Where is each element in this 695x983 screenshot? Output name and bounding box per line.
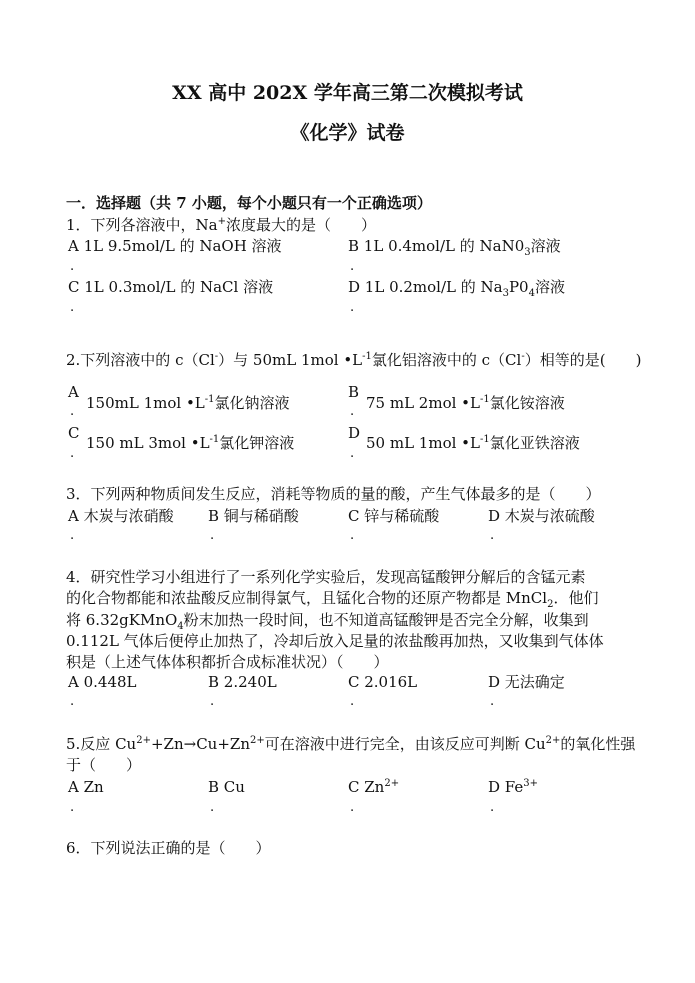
q4-stem-line-3: 将 6.32gKMnO$_4$粉末加热一段时间，也不知道高锰酸钾是否完全分解，收集到	[66, 611, 589, 632]
page-subtitle: 《化学》试卷	[290, 122, 405, 144]
q4-option-c-marker: .	[350, 694, 355, 709]
q4-option-b-marker: .	[210, 694, 215, 709]
q3-option-b[interactable]: B 铜与稀硝酸	[208, 507, 299, 525]
q1-option-c[interactable]: C 1L 0.3mol/L 的 NaCl 溶液	[68, 278, 274, 296]
q3-option-c[interactable]: C 锌与稀硫酸	[348, 507, 440, 525]
q5-option-d-marker: .	[490, 800, 495, 815]
section-heading: 一．选择题（共 7 小题，每个小题只有一个正确选项）	[66, 194, 432, 212]
q1-option-b-marker: .	[350, 259, 355, 274]
q2-option-b[interactable]: 75 mL 2mol $•L^{-1}$氯化铵溶液	[366, 394, 565, 412]
q2-option-c[interactable]: 150 mL 3mol $•L^{-1}$氯化钾溶液	[86, 434, 295, 452]
q4-stem-line-5: 积是（上述气体体积都折合成标准状况）（ ）	[66, 653, 389, 671]
q2-option-c-marker: .	[70, 446, 75, 461]
q3-option-d[interactable]: D 木炭与浓硫酸	[488, 507, 595, 525]
q1-option-d[interactable]: D 1L 0.2mol/L 的 $Na_3P0_4$溶液	[348, 278, 565, 299]
q2-option-b-letter: B	[348, 383, 360, 401]
q5-option-c-marker: .	[350, 800, 355, 815]
q5-option-a[interactable]: A Zn	[68, 778, 104, 796]
q4-option-b[interactable]: B 2.240L	[208, 673, 277, 691]
q4-option-c[interactable]: C 2.016L	[348, 673, 418, 691]
q6-stem: 6．下列说法正确的是（ ）	[66, 839, 271, 857]
q1-option-a-marker: .	[70, 259, 75, 274]
q5-stem-line-1: 5.反应 $Cu^{2+}+Zn\to Cu+Zn^{2+}$可在溶液中进行完全，由该反应可判断 $Cu^{2+}$的氧化性强	[66, 735, 636, 753]
q1-option-b[interactable]: B 1L 0.4mol/L 的 $NaN0_3$溶液	[348, 237, 561, 258]
q2-option-d-marker: .	[350, 446, 355, 461]
q4-option-d[interactable]: D 无法确定	[488, 673, 565, 691]
q2-option-d-letter: D	[348, 424, 361, 442]
q1-stem: 1．下列各溶液中，Na+浓度最大的是（ ）	[66, 216, 377, 234]
q3-option-d-marker: .	[490, 528, 495, 543]
q4-stem-line-2: 的化合物都能和浓盐酸反应制得氯气，且锰化合物的还原产物都是 MnCl$_2$．他们	[66, 589, 599, 610]
q2-option-c-letter: C	[68, 424, 80, 442]
q2-option-d[interactable]: 50 mL 1mol $•L^{-1}$氯化亚铁溶液	[366, 434, 580, 452]
q3-option-b-marker: .	[210, 528, 215, 543]
q5-stem-line-2: 于（ ）	[66, 756, 142, 774]
q4-stem-line-4: 0.112L 气体后便停止加热了，冷却后放入足量的浓盐酸再加热，又收集到气体体	[66, 632, 604, 650]
q1-option-d-marker: .	[350, 300, 355, 315]
q5-option-a-marker: .	[70, 800, 75, 815]
q2-option-a-letter: A	[68, 383, 79, 401]
q5-option-b[interactable]: B Cu	[208, 778, 245, 796]
q4-option-d-marker: .	[490, 694, 495, 709]
q2-option-b-marker: .	[350, 404, 355, 419]
q3-stem: 3．下列两种物质间发生反应，消耗等物质的量的酸，产生气体最多的是（ ）	[66, 485, 601, 503]
q2-option-a[interactable]: 150mL 1mol $•L^{-1}$氯化钠溶液	[86, 394, 290, 412]
page-title: XX 高中 202X 学年高三第二次模拟考试	[172, 82, 523, 104]
q3-option-a-marker: .	[70, 528, 75, 543]
q5-option-b-marker: .	[210, 800, 215, 815]
q5-option-c[interactable]: C $Zn^{2+}$	[348, 778, 400, 796]
q1-option-c-marker: .	[70, 300, 75, 315]
q2-option-a-marker: .	[70, 404, 75, 419]
q5-option-d[interactable]: D $Fe^{3+}$	[488, 778, 539, 796]
q3-option-a[interactable]: A 木炭与浓硝酸	[68, 507, 174, 525]
q1-option-a[interactable]: A 1L 9.5mol/L 的 NaOH 溶液	[68, 237, 282, 255]
q2-stem: 2.下列溶液中的 c（Cl-）与 50mL 1mol $•L^{-1}$氯化铝溶液中的 c（Cl-）相等的是( )	[66, 351, 642, 369]
q4-stem-line-1: 4．研究性学习小组进行了一系列化学实验后，发现高锰酸钾分解后的含锰元素	[66, 568, 586, 586]
q4-option-a[interactable]: A 0.448L	[68, 673, 137, 691]
q3-option-c-marker: .	[350, 528, 355, 543]
q4-option-a-marker: .	[70, 694, 75, 709]
